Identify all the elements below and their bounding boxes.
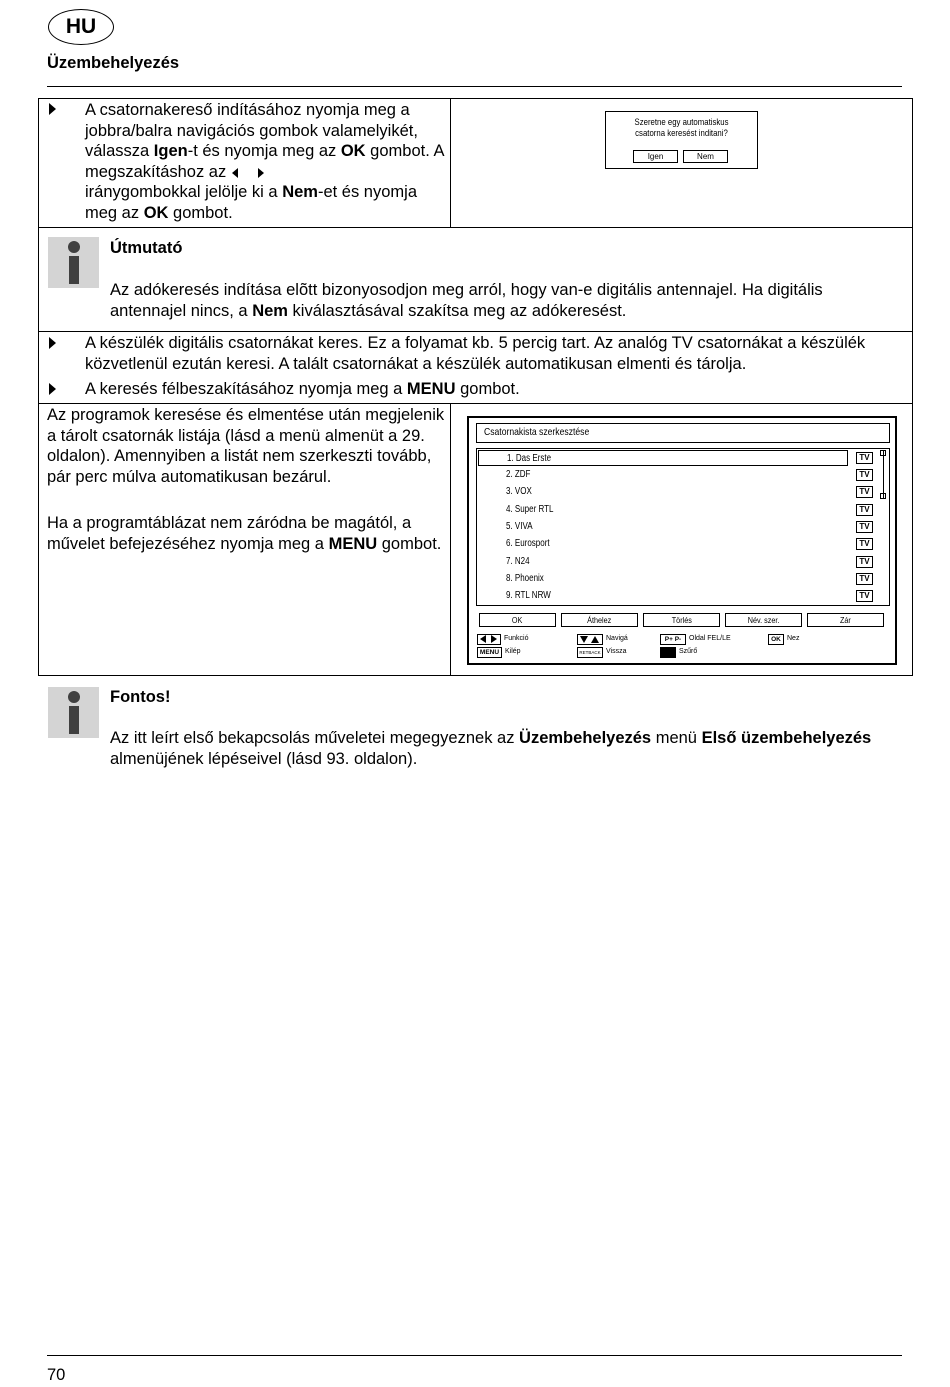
- ok-key-icon: OK: [768, 634, 784, 645]
- channel-row[interactable]: 7. N24: [506, 556, 530, 567]
- up-arrow-icon: [591, 636, 599, 643]
- legend-view: Nez: [787, 635, 800, 642]
- paragraph-2: Ha a programtáblázat nem záródna be magától, a művelet befejezéséhez nyomja meg a MENU gombot.: [47, 514, 442, 553]
- left-arrow-icon: [232, 168, 238, 178]
- tv-badge: TV: [856, 573, 873, 585]
- return-key-icon: RETBACK: [577, 647, 603, 658]
- channel-row[interactable]: 6. Eurosport: [506, 538, 550, 549]
- dialog-question: Szeretne egy automatiskus csatorna keresést inditani?: [634, 117, 729, 139]
- channel-list-screen: [467, 416, 897, 665]
- right-arrow-icon: [491, 635, 497, 643]
- step-3-text: A keresés félbeszakításához nyomja meg a MENU gombot.: [85, 380, 520, 398]
- rename-button[interactable]: Név. szer.: [725, 613, 802, 627]
- divider: [38, 331, 913, 332]
- divider: [38, 227, 913, 228]
- tv-badge: TV: [856, 486, 873, 498]
- yes-button[interactable]: Igen: [633, 150, 678, 163]
- page-number: 70: [47, 1366, 66, 1384]
- section-title: Üzembehelyezés: [47, 54, 180, 72]
- channel-row[interactable]: 4. Super RTL: [506, 504, 554, 515]
- search-dialog: [605, 111, 758, 169]
- info-icon: [48, 687, 99, 738]
- scrollbar[interactable]: [883, 450, 884, 498]
- left-arrow-icon: [480, 635, 486, 643]
- channel-list-title: Csatornakista szerkesztése: [476, 423, 890, 443]
- legend-back: Vissza: [606, 648, 627, 655]
- ok-button[interactable]: OK: [479, 613, 556, 627]
- scrollbar-handle[interactable]: [880, 493, 886, 499]
- down-arrow-icon: [580, 636, 588, 643]
- paragraph-1: Az programok keresése és elmentése után megjelenik a tárolt csatornák listája (lásd a menü almenüt a 29. oldalon). Amennyiben a listát nem szerkeszti tovább, pár perc múlva automatikusan bezárul.: [47, 406, 445, 486]
- bullet-arrow-icon: [49, 383, 56, 395]
- channel-row[interactable]: 3. VOX: [506, 486, 532, 497]
- tv-badge: TV: [856, 521, 873, 533]
- info-icon: [48, 237, 99, 288]
- no-button[interactable]: Nem: [683, 150, 728, 163]
- tv-badge: TV: [856, 452, 873, 464]
- legend-navigate: Navigá: [606, 635, 628, 642]
- move-button[interactable]: Áthelez: [561, 613, 638, 627]
- channel-row[interactable]: 2. ZDF: [506, 469, 531, 480]
- channel-row[interactable]: 8. Phoenix: [506, 573, 544, 584]
- channel-row[interactable]: 1. Das Erste: [478, 450, 848, 466]
- legend-filter: Szűrő: [679, 648, 698, 655]
- channel-row[interactable]: 9. RTL NRW: [506, 590, 551, 601]
- delete-button[interactable]: Törlés: [643, 613, 720, 627]
- divider: [450, 98, 451, 228]
- note-text: Az itt leírt első bekapcsolás műveletei megegyeznek az Üzembehelyezés menü Első üzembehelyezés almenüjének lépéseivel (lásd 93. oldalon).: [110, 729, 872, 768]
- divider: [38, 403, 913, 404]
- footer-rule: [47, 1355, 902, 1356]
- tv-badge: TV: [856, 469, 873, 481]
- legend-page: Oldal FEL/LE: [689, 635, 731, 642]
- scrollbar-handle[interactable]: [880, 450, 886, 456]
- bullet-arrow-icon: [49, 103, 56, 115]
- divider: [450, 403, 451, 676]
- legend-exit: Kilép: [505, 648, 521, 655]
- tv-badge: TV: [856, 590, 873, 602]
- step-2-text: A készülék digitális csatornákat keres. Ez a folyamat kb. 5 percig tart. Az analóg TV csatornákat a készülék közvetlenül ezután keresi. A talált csatornákat a készülék automatikusan elmenti és tárolja.: [85, 334, 866, 373]
- menu-key-icon: MENU: [477, 647, 502, 658]
- page-key-icon: P+ P-: [660, 634, 686, 645]
- tv-badge: TV: [856, 504, 873, 516]
- tv-badge: TV: [856, 538, 873, 550]
- bullet-arrow-icon: [49, 337, 56, 349]
- step-1-text: A csatornakereső indításához nyomja meg a jobbra/balra navigációs gombok valamelyikét, válassza Igen-t és nyomja meg az OK gombot. A megszakításhoz az iránygombokkal jelölje ki a Nem-et és nyomja meg az OK gombot.: [85, 101, 444, 222]
- note-title: Útmutató: [110, 239, 183, 257]
- right-arrow-icon: [258, 168, 264, 178]
- note-title: Fontos!: [110, 688, 171, 706]
- tv-badge: TV: [856, 556, 873, 568]
- note-text: Az adókeresés indítása elõtt bizonyosodjon meg arról, hogy van-e digitális antennajel. Ha digitális antennajel nincs, a Nem kiválasztásával szakítsa meg az adókeresést.: [110, 281, 823, 320]
- filter-key-icon: [660, 647, 676, 658]
- channel-row[interactable]: 5. VIVA: [506, 521, 533, 532]
- language-badge: HU: [48, 9, 114, 45]
- header-rule: [47, 86, 902, 87]
- close-button[interactable]: Zár: [807, 613, 884, 627]
- legend-function: Funkció: [504, 635, 529, 642]
